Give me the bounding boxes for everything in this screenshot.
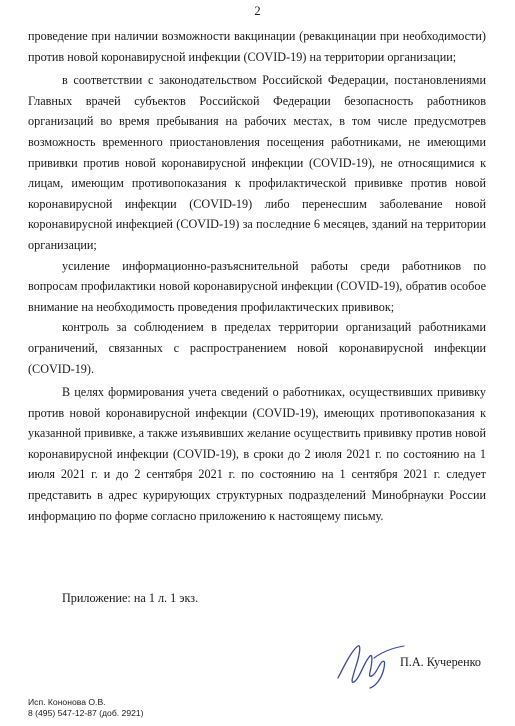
- signature-image: [330, 636, 410, 692]
- paragraph-vaccination: проведение при наличии возможности вакцинации (ревакцинации при необходимости) против новой коронавирусной инфекции (COVID-19) на территории организации;: [28, 29, 486, 64]
- letter-body: [28, 26, 486, 526]
- page-number: 2: [254, 4, 261, 18]
- executor-phone: 8 (495) 547-12-87 (доб. 2921): [28, 708, 144, 718]
- paragraph-compliance-control: контроль за соблюдением в пределах территории организаций работниками ограничений, связанных с распространением новой коронавирусной инфекции (COVID-19).: [28, 320, 486, 376]
- paragraph-legislation: в соответствии с законодательством Российской Федерации, постановлениями Главных врачей субъектов Российской Федерации безопасность работников организаций во время пребывания на рабочих местах, в том числе предусмотрев возможность временного приостановления посещения работниками, не имеющими прививки против новой коронавирусной инфекции (COVID-19), не относящимися к лицам, имеющим противопоказания к профилактической прививке против новой коронавирусной инфекции (COVID-19) либо перенесшим заболевание новой коронавирусной инфекцией (COVID-19) за последние 6 месяцев, зданий на территории организации;: [28, 73, 486, 252]
- executor-name: Исп. Кононова О.В.: [28, 697, 106, 707]
- signatory-name: П.А. Кучеренко: [400, 655, 482, 669]
- paragraph-information-work: усиление информационно-разъяснительной работы среди работников по вопросам профилактики новой коронавирусной инфекции (COVID-19), обратив особое внимание на необходимость проведения профилактических прививок;: [28, 258, 486, 314]
- attachment-note: Приложение: на 1 л. 1 экз.: [62, 591, 199, 605]
- paragraph-reporting-request: В целях формирования учета сведений о работниках, осуществивших прививку против новой коронавирусной инфекции (COVID-19), имеющих противопоказания к указанной прививке, а также изъявивших желание осуществить прививку против новой коронавирусной инфекции (COVID-19), в сроки до 2 июля 2021 г. по состоянию на 1 июля 2021 г. и до 2 сентября 2021 г. по состоянию на 1 сентября 2021 г. следует представить в адрес курирующих структурных подразделений Минобрнауки России информацию по форме согласно приложению к настоящему письму.: [28, 385, 486, 523]
- executor-block: [28, 697, 144, 719]
